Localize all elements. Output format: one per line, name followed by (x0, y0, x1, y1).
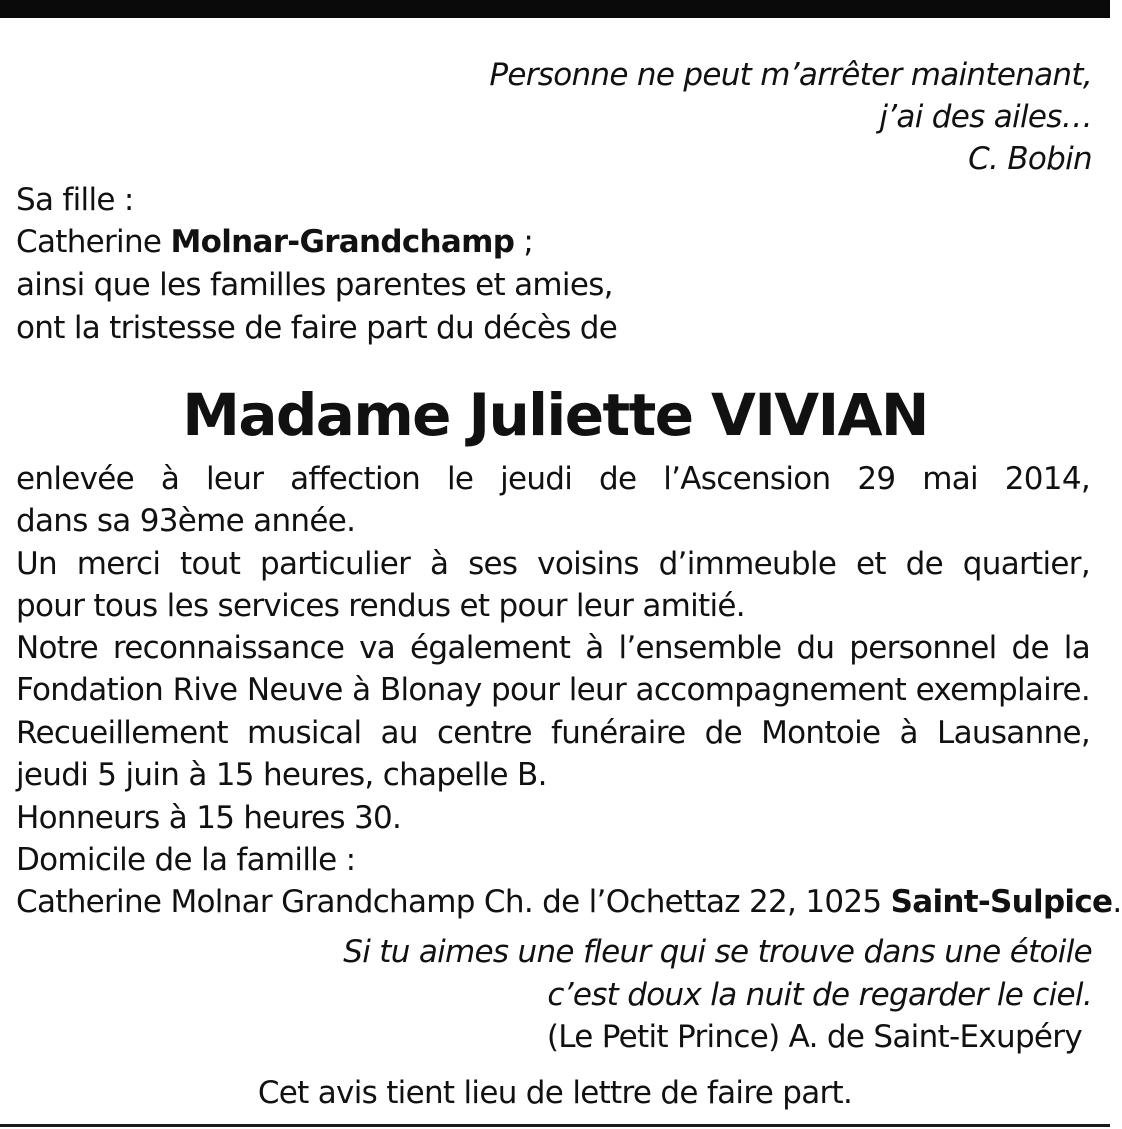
address-suffix: . (1112, 884, 1122, 920)
footer-note: Cet avis tient lieu de lettre de faire part. (257, 1075, 853, 1111)
family-line-4: ont la tristesse de faire part du décès de (16, 310, 618, 346)
family-surname: Molnar-Grandchamp (170, 224, 515, 260)
body-line-3: Un merci tout particulier à ses voisins d’immeuble et de quartier, (16, 546, 1090, 582)
epigraph-line-1: Personne ne peut m’arrêter maintenant, (489, 57, 1092, 93)
family-first-name: Catherine (16, 224, 162, 260)
body-line-1: enlevée à leur affection le jeudi de l’Ascension 29 mai 2014, (16, 461, 1090, 497)
epigraph-line-2: j’ai des ailes… (879, 99, 1092, 135)
family-relation: Sa fille : (16, 182, 134, 218)
closing-quote-attribution: (Le Petit Prince) A. de Saint-Exupéry (546, 1019, 1082, 1055)
closing-quote-line-2: c’est doux la nuit de regarder le ciel. (547, 977, 1092, 1013)
body-line-5: Notre reconnaissance va également à l’ensemble du personnel de la (16, 630, 1090, 666)
epigraph-author: C. Bobin (968, 141, 1092, 177)
family-address (16, 881, 1122, 923)
address-city: Saint-Sulpice (890, 884, 1113, 920)
body-line-2: dans sa 93ème année. (16, 503, 356, 539)
deceased-name: Madame Juliette VIVIAN (182, 381, 928, 449)
family-surname-suffix: ; (514, 224, 534, 260)
address-prefix: Catherine Molnar Grandchamp Ch. de l’Ochettaz 22, 1025 (16, 884, 891, 920)
bottom-rule (0, 1124, 1110, 1127)
body-line-7: Recueillement musical au centre funéraire de Montoie à Lausanne, (16, 715, 1090, 751)
top-rule (0, 0, 1110, 18)
body-line-4: pour tous les services rendus et pour leur amitié. (16, 588, 745, 624)
family-line-3: ainsi que les familles parentes et amies, (16, 267, 613, 303)
body-line-6: Fondation Rive Neuve à Blonay pour leur accompagnement exemplaire. (16, 672, 1090, 708)
closing-quote-line-1: Si tu aimes une fleur qui se trouve dans une étoile (343, 934, 1092, 970)
family-member-line (16, 221, 533, 263)
body-line-8: jeudi 5 juin à 15 heures, chapelle B. (16, 757, 547, 793)
body-line-9: Honneurs à 15 heures 30. (16, 800, 402, 836)
body-line-10: Domicile de la famille : (16, 842, 356, 878)
